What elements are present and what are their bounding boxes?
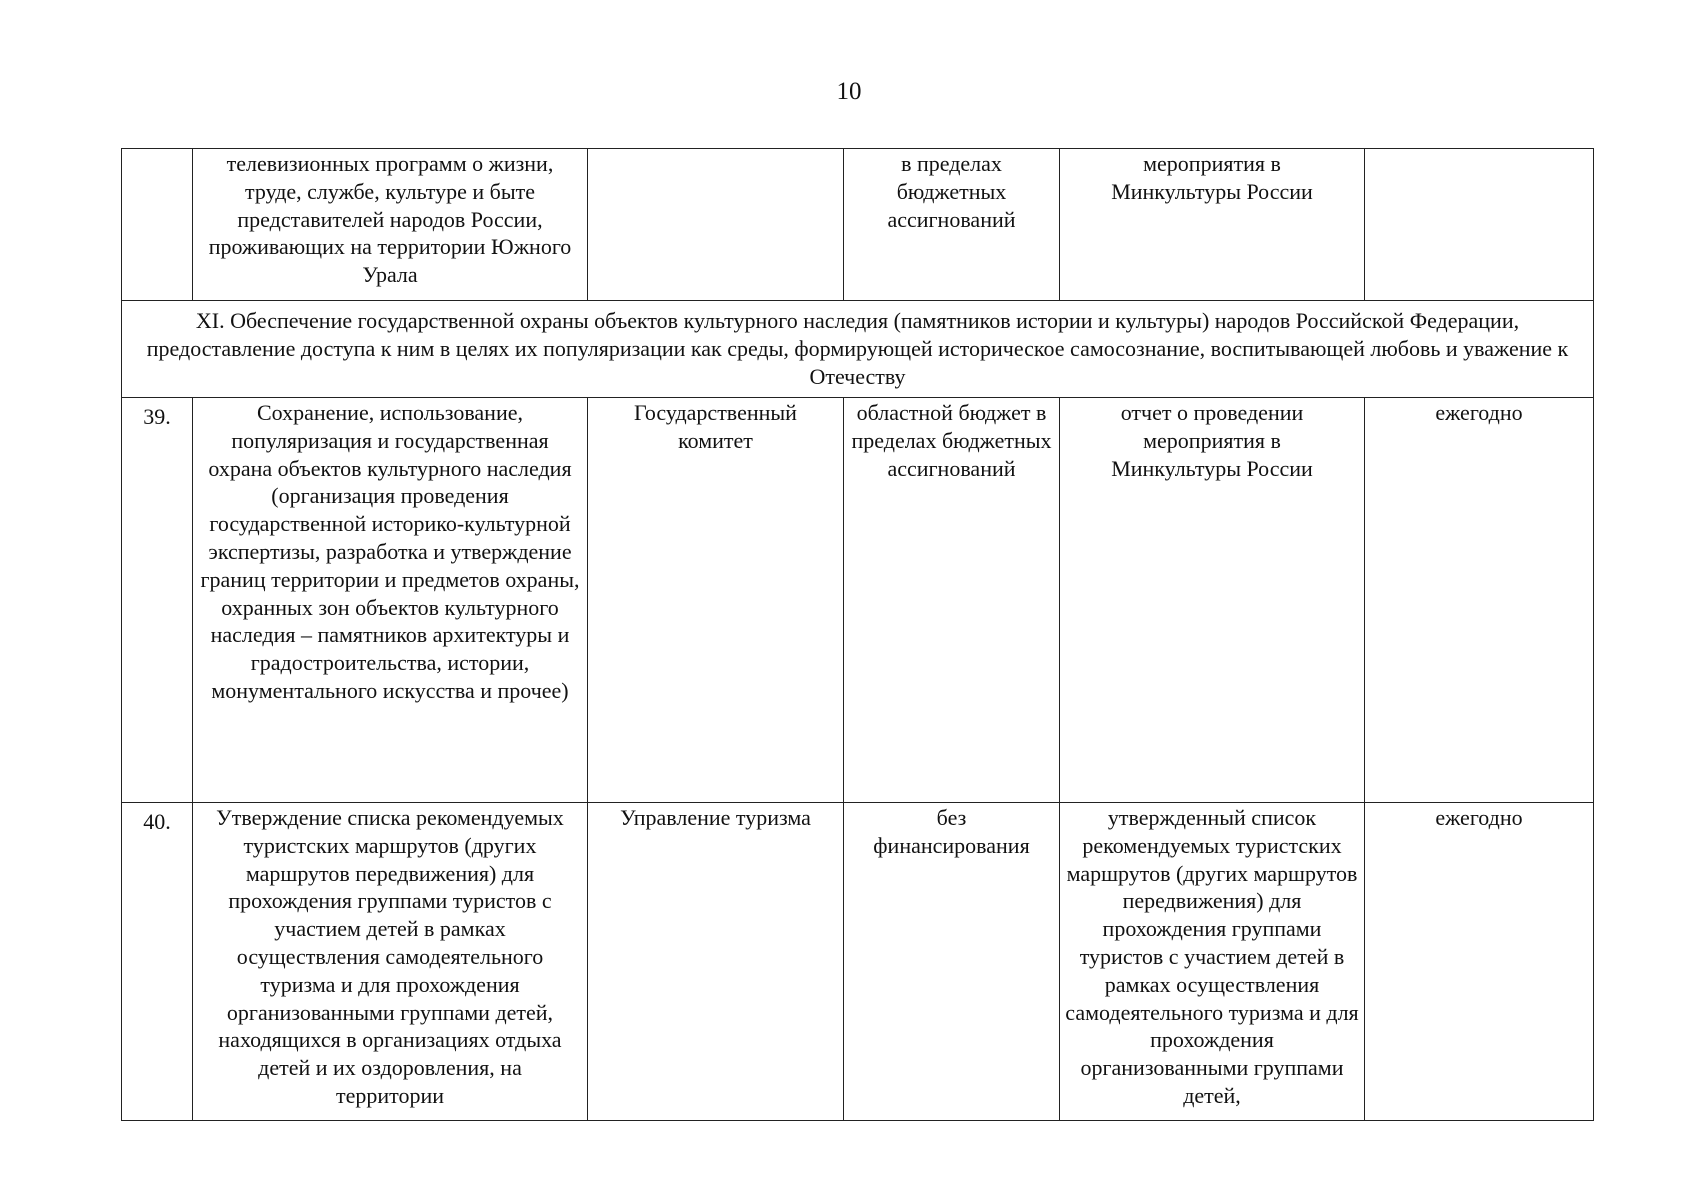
activity-cell: [193, 149, 588, 301]
funding-text: областной бюджет в пределах бюджетных ассигнований: [851, 400, 1052, 481]
row-number-cell: 39.: [122, 398, 193, 803]
activity-cell: [193, 803, 588, 1121]
table-row-continued: [122, 149, 1594, 301]
result-cell: [1060, 398, 1365, 803]
deadline-cell: [1365, 149, 1594, 301]
executor-cell: [588, 149, 844, 301]
result-cell: [1060, 803, 1365, 1121]
funding-text: без финансирования: [873, 805, 1030, 858]
result-cell: [1060, 149, 1365, 301]
activity-text: телевизионных программ о жизни, труде, службе, культуре и быте представителей народов России, проживающих на территории Южного Урала: [208, 151, 572, 288]
section-heading: XI. Обеспечение государственной охраны объектов культурного наследия (памятников истории и культуры) народов Российской Федерации, предоставление доступа к ним в целях их популяризации как среды, формирующей историческое самосознание, воспитывающей любовь и уважение к Отечеству: [122, 301, 1594, 398]
deadline-cell: ежегодно: [1365, 803, 1594, 1121]
table-row-39: [122, 398, 1594, 803]
result-text: мероприятия в Минкультуры России: [1111, 151, 1313, 204]
activity-text: Сохранение, использование, популяризация и государственная охрана объектов культурного наследия (организация проведения государственной историко-культурной экспертизы, разработка и утверждение границ территории и предметов охраны, охранных зон объектов культурного наследия – памятников архитектуры и градостроительства, истории, монументального искусства и прочее): [200, 400, 580, 703]
plan-table: [121, 148, 1594, 1121]
executor-text: Государственный комитет: [634, 400, 797, 453]
deadline-cell: ежегодно: [1365, 398, 1594, 803]
activity-text: Утверждение списка рекомендуемых туристских маршрутов (других маршрутов передвижения) для прохождения группами туристов с участием детей в рамках осуществления самодеятельного туризма и для прохождения организованными группами детей, находящихся в организациях отдыха детей и их оздоровления, на территории: [216, 805, 564, 1108]
row-number-cell: 40.: [122, 803, 193, 1121]
funding-cell: [844, 803, 1060, 1121]
funding-cell: [844, 398, 1060, 803]
result-text: утвержденный список рекомендуемых туристских маршрутов (других маршрутов передвижения) для прохождения группами туристов с участием детей в рамках осуществления самодеятельного туризма и для прохождения организованными группами детей,: [1065, 805, 1359, 1108]
executor-cell: [588, 398, 844, 803]
table-row-40: [122, 803, 1594, 1121]
page-number: 10: [836, 78, 862, 105]
activity-cell: [193, 398, 588, 803]
result-text: отчет о проведении мероприятия в Минкультуры России: [1111, 400, 1313, 481]
funding-text: в пределах бюджетных ассигнований: [887, 151, 1016, 232]
funding-cell: [844, 149, 1060, 301]
section-heading-row: [122, 301, 1594, 398]
row-number-cell: [122, 149, 193, 301]
executor-cell: Управление туризма: [588, 803, 844, 1121]
